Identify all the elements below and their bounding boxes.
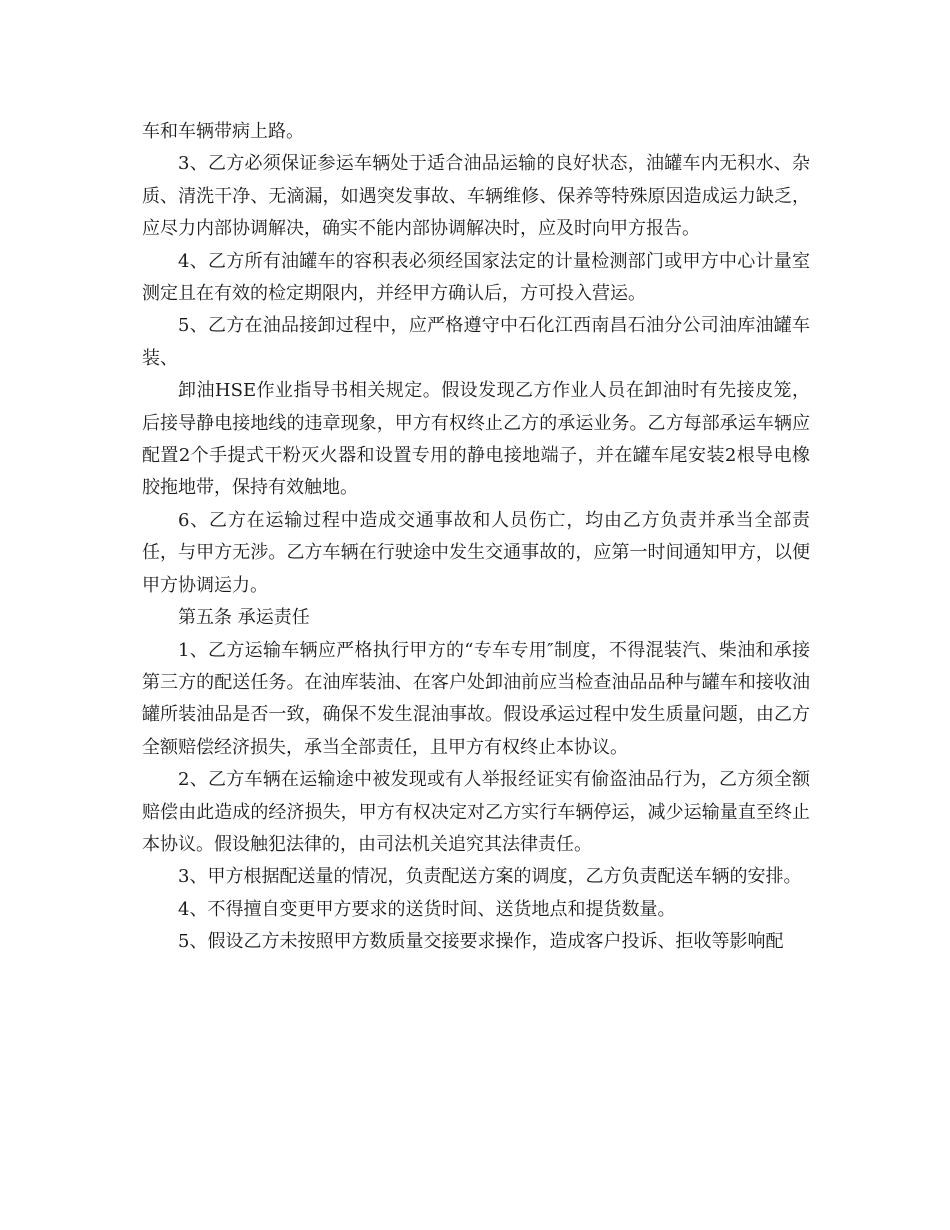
paragraph: 5、乙方在油品接卸过程中，应严格遵守中石化江西南昌石油分公司油库油罐车装、 — [142, 315, 810, 369]
paragraph: 车和车辆带病上路。 — [142, 121, 304, 142]
paragraph: 4、乙方所有油罐车的容积表必须经国家法定的计量检测部门或甲方中心计量室测定且在有效的检定期限内，并经甲方确认后，方可投入营运。 — [142, 250, 810, 305]
paragraph: 卸油HSE作业指导书相关规定。假设发现乙方作业人员在卸油时有先接皮笼，后接导静电接地线的违章现象，甲方有权终止乙方的承运业务。乙方每部承运车辆应配置2个手提式干粉灭火器和设置专用的静电接地端子，并在罐车尾安装2根导电橡胶拖地带，保持有效触地。 — [142, 380, 810, 499]
paragraph: 3、甲方根据配送量的情况，负责配送方案的调度，乙方负责配送车辆的安排。 — [178, 866, 802, 888]
section-heading: 第五条 承运责任 — [178, 607, 310, 629]
paragraph: 4、不得擅自变更甲方要求的送货时间、送货地点和提货数量。 — [178, 898, 676, 920]
paragraph: 2、乙方车辆在运输途中被发现或有人举报经证实有偷盗油品行为，乙方须全额赔偿由此造成的经济损失，甲方有权决定对乙方实行车辆停运，减少运输量直至终止本协议。假设触犯法律的，由司法机关追究其法律责任。 — [142, 769, 810, 855]
paragraph: 3、乙方必须保证参运车辆处于适合油品运输的良好状态，油罐车内无积水、杂质、清洗干净、无滴漏，如遇突发事故、车辆维修、保养等特殊原因造成运力缺乏，应尽力内部协调解决，确实不能内部协调解决时，应及时向甲方报告。 — [142, 153, 810, 240]
paragraph: 5、假设乙方未按照甲方数质量交接要求操作，造成客户投诉、拒收等影响配 — [178, 931, 784, 953]
document-body — [142, 116, 810, 959]
paragraph: 1、乙方运输车辆应严格执行甲方的“专车专用″制度，不得混装汽、柴油和承接第三方的配送任务。在油库装油、在客户处卸油前应当检查油品品种与罐车和接收油罐所装油品是否一致，确保不发生混油事故。假设承运过程中发生质量问题，由乙方全额赔偿经济损失，承当全部责任，且甲方有权终止本协议。 — [142, 639, 810, 758]
paragraph: 6、乙方在运输过程中造成交通事故和人员伤亡，均由乙方负责并承当全部责任，与甲方无涉。乙方车辆在行驶途中发生交通事故的，应第一时间通知甲方，以便甲方协调运力。 — [142, 509, 810, 596]
